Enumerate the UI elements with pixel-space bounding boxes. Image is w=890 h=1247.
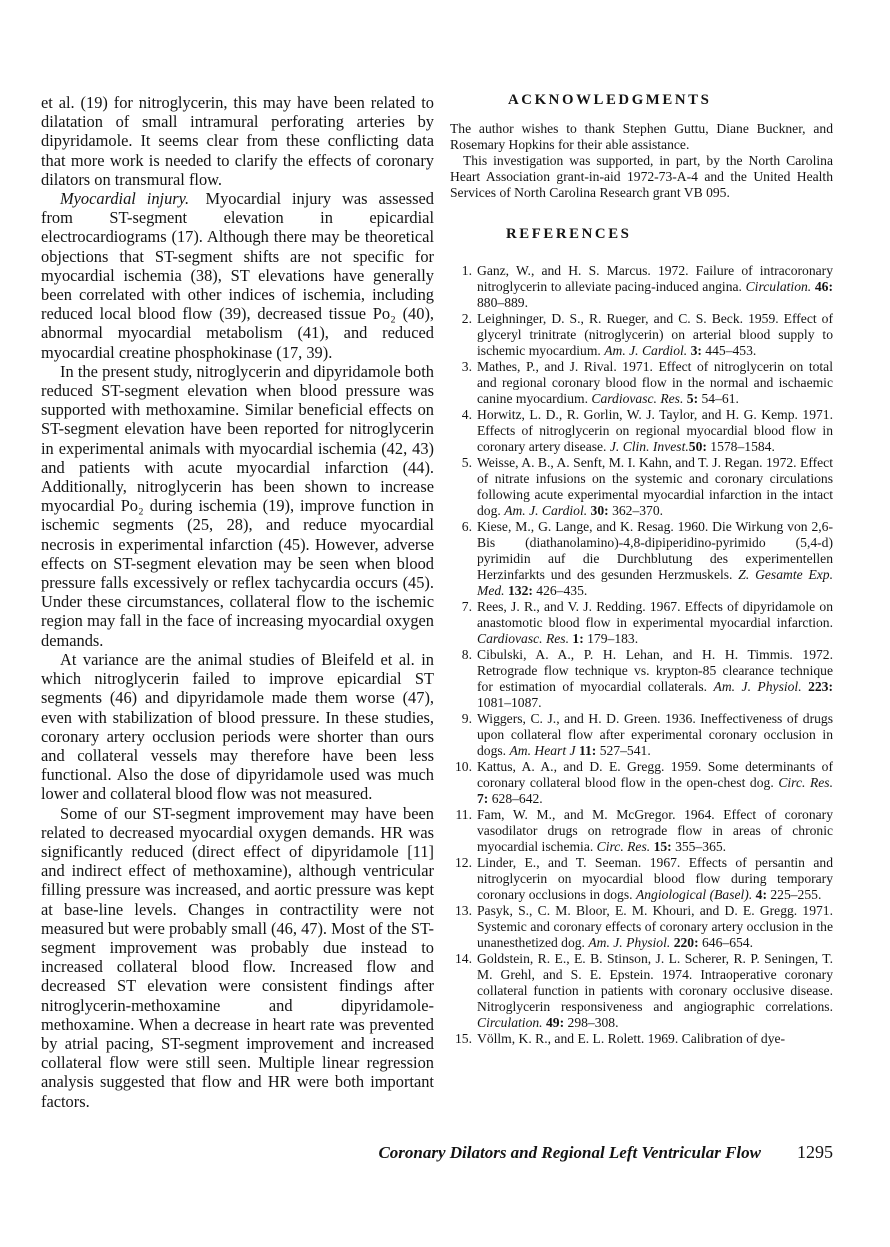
reference-text: [477, 455, 833, 519]
reference-number: 15.: [455, 1030, 472, 1046]
reference-item: [450, 807, 833, 855]
page-number: 1295: [797, 1142, 833, 1162]
text-run: 50:: [688, 438, 707, 454]
text-run: 54–61.: [698, 390, 739, 406]
reference-item: [450, 903, 833, 951]
reference-number: 12.: [455, 854, 472, 870]
text-run: 3:: [690, 342, 702, 358]
text-run: 628–642.: [488, 790, 543, 806]
reference-text: [477, 599, 833, 647]
text-run: Myocardial injury.: [60, 189, 190, 209]
text-run: 426–435.: [532, 582, 588, 598]
text-run: 46:: [814, 278, 833, 294]
reference-item: [450, 951, 833, 1031]
reference-number: 13.: [455, 902, 472, 918]
reference-number: 11.: [455, 806, 472, 822]
text-run: 527–541.: [596, 742, 651, 758]
text-run: Pasyk, S., C. M. Bloor, E. M. Khouri, and D. E. Gregg. 1971. Systemic and coronary effects of coronary artery occlusion in the unanesthetized dog.: [477, 902, 833, 950]
reference-item: [450, 311, 833, 359]
text-run: 1578–1584.: [706, 438, 775, 454]
reference-number: 9.: [461, 710, 472, 726]
text-run: Some of our ST-segment improvement may have been related to decreased myocardial oxygen demands. HR was significantly reduced (direct effect of dipyridamole [11] and indirect effect of methoxamine), although ventricular filling pressure was increased, and aortic pressure was kept at base-line levels. Changes in contractility were not measured but were probably small (46, 47). Most of the ST-segment improvement was probably due instead to increased collateral blood flow. Increased flow and decreased ST elevation were consistent findings after nitroglycerin-methoxamine and dipyridamole-methoxamine. When a decrease in heart rate was prevented by atrial pacing, ST-segment improvement and increased collateral flow were still seen. Multiple linear regression analysis suggested that flow and HR were both important factors.: [41, 803, 434, 1111]
left-text-column: [41, 93, 434, 1111]
text-run: Mathes, P., and J. Rival. 1971. Effect of nitroglycerin on total and regional coronary blood flow in the normal and ischaemic canine myocardium.: [477, 358, 833, 406]
text-run: 355–365.: [671, 838, 727, 854]
reference-item: [450, 1031, 833, 1047]
text-run: 4:: [755, 886, 767, 902]
text-run: 223:: [808, 678, 833, 694]
reference-text: [477, 647, 833, 711]
text-run: Fam, W. M., and M. McGregor. 1964. Effect of coronary vasodilator drugs on retrograde flow in areas of chronic myocardial ischemia.: [477, 806, 833, 854]
paragraph: [450, 153, 833, 201]
reference-number: 4.: [461, 406, 472, 422]
text-run: 179–183.: [583, 630, 639, 646]
reference-text: [477, 951, 833, 1031]
text-run: 298–308.: [564, 1014, 619, 1030]
reference-text: [477, 1031, 833, 1047]
text-run: 7:: [477, 790, 489, 806]
reference-number: 14.: [455, 950, 472, 966]
reference-text: [477, 311, 833, 359]
text-run: Cardiovasc. Res.: [591, 390, 684, 406]
text-run: Völlm, K. R., and E. L. Rolett. 1969. Calibration of dye-: [477, 1030, 786, 1046]
text-run: Kattus, A. A., and D. E. Gregg. 1959. Some determinants of coronary collateral blood flow in the open-chest dog.: [477, 758, 833, 790]
text-run: 15:: [653, 838, 672, 854]
paragraph: [41, 93, 434, 189]
acknowledgments-heading: ACKNOWLEDGMENTS: [508, 92, 712, 108]
paragraph: [41, 804, 434, 1111]
text-run: 225–255.: [766, 886, 822, 902]
text-run: Leighninger, D. S., R. Rueger, and C. S. Beck. 1959. Effect of glyceryl trinitrate (nitroglycerin) on arterial blood supply to ischemic myocardium.: [477, 310, 833, 358]
text-run: At variance are the animal studies of Bleifeld et al. in which nitroglycerin failed to improve epicardial ST segments (46) and dipyridamole made them worse (47), even with stabilization of blood pressure. In these studies, coronary artery occlusion periods were shorter than ours and collateral vessels may therefore have been less functional. Also the dose of dipyridamole used was much lower and collateral blood flow was not measured.: [41, 649, 434, 804]
reference-text: [477, 855, 833, 903]
acknowledgments-text: [450, 121, 833, 201]
text-run: Angiological (Basel).: [635, 886, 753, 902]
text-run: 132:: [507, 582, 533, 598]
text-run: 362–370.: [608, 502, 664, 518]
text-run: Rees, J. R., and V. J. Redding. 1967. Effects of dipyridamole on anastomotic blood flow in experimental myocardial infarction.: [477, 598, 833, 630]
text-run: 49:: [546, 1014, 565, 1030]
text-run: This investigation was supported, in part, by the North Carolina Heart Association grant-in-aid 1972-73-A-4 and the United Health Services of North Carolina Research grant VB 095.: [450, 153, 833, 201]
reference-text: [477, 759, 833, 807]
text-run: Am. J. Cardiol.: [604, 342, 688, 358]
reference-item: [450, 263, 833, 311]
reference-text: [477, 711, 833, 759]
text-run: Myocardial injury was assessed from ST-segment elevation in epicardial electrocardiograms (17). Although there may be theoretical objections that ST-segment shifts are not specific for myocardial ischemia (38), ST elevations have generally been correlated with other indices of ischemia, including reduced local blood flow (39), decreased tissue Po₂ (40), abnormal myocardial metabolism (41), and reduced myocardial creatine phosphokinase (17, 39).: [41, 189, 434, 362]
references-heading: REFERENCES: [506, 226, 632, 243]
reference-text: [477, 519, 833, 599]
text-run: The author wishes to thank Stephen Guttu, Diane Buckner, and Rosemary Hopkins for their able assistance.: [450, 121, 833, 153]
running-title: Coronary Dilators and Regional Left Ventricular Flow: [378, 1143, 761, 1162]
text-run: 5:: [686, 390, 699, 406]
reference-number: 8.: [461, 646, 472, 662]
reference-item: [450, 407, 833, 455]
reference-text: [477, 903, 833, 951]
text-run: Circ. Res.: [596, 838, 651, 854]
paragraph: [41, 362, 434, 650]
reference-item: [450, 855, 833, 903]
reference-number: 2.: [461, 310, 472, 326]
text-run: J. Clin. Invest.: [609, 438, 689, 454]
text-run: Horwitz, L. D., R. Gorlin, W. J. Taylor, and H. G. Kemp. 1971. Effects of nitroglycerin on regional myocardial blood flow in coronary artery disease.: [477, 406, 833, 454]
text-run: 646–654.: [698, 934, 753, 950]
reference-item: [450, 711, 833, 759]
text-run: Am. J. Physiol.: [588, 934, 671, 950]
text-run: Am. J. Cardiol.: [504, 502, 588, 518]
text-run: Am. Heart J: [509, 742, 576, 758]
text-run: Z. Gesamte Exp. Med.: [477, 566, 833, 598]
paragraph: [450, 121, 833, 153]
text-run: Circ. Res.: [778, 774, 833, 790]
text-run: 1081–1087.: [477, 694, 542, 710]
reference-item: [450, 455, 833, 519]
text-run: 445–453.: [701, 342, 757, 358]
page-footer: [378, 1142, 833, 1163]
text-run: 220:: [673, 934, 699, 950]
text-run: Goldstein, R. E., E. B. Stinson, J. L. Scherer, R. P. Seningen, T. M. Grehl, and S. E. Epstein. 1974. Intraoperative coronary collateral function in patients with coronary occlusive disease. Nitroglycerin responsiveness and angiographic correlations.: [477, 950, 833, 1014]
text-run: 1:: [572, 630, 584, 646]
text-run: Kiese, M., G. Lange, and K. Resag. 1960. Die Wirkung von 2,6-Bis (diathanolamino)-4,8-dipiperidino-pyrimido (5,4-d) pyrimidin auf die Durchblutung des experimentellen Herzinfarkts und des gesunden Herzmuskels.: [477, 518, 833, 582]
text-run: Circulation.: [745, 278, 812, 294]
text-run: Cardiovasc. Res.: [477, 630, 569, 646]
reference-list: [450, 263, 833, 1047]
text-run: Linder, E., and T. Seeman. 1967. Effects of persantin and nitroglycerin on myocardial blood flow during temporary coronary occlusions in dogs.: [477, 854, 833, 902]
reference-number: 7.: [461, 598, 472, 614]
text-run: Am. J. Physiol.: [713, 678, 802, 694]
text-run: Ganz, W., and H. S. Marcus. 1972. Failure of intracoronary nitroglycerin to alleviate pacing-induced angina.: [477, 262, 833, 294]
reference-number: 1.: [461, 262, 472, 278]
reference-item: [450, 359, 833, 407]
text-run: et al. (19) for nitroglycerin, this may have been related to dilatation of small intramural perforating arteries by dipyridamole. It seems clear from these conflicting data that more work is needed to clarify the effects of coronary dilators on transmural flow.: [41, 93, 434, 189]
reference-item: [450, 599, 833, 647]
reference-text: [477, 407, 833, 455]
reference-item: [450, 519, 833, 599]
text-run: 11:: [578, 742, 597, 758]
text-run: In the present study, nitroglycerin and dipyridamole both reduced ST-segment elevation when blood pressure was supported with methoxamine. Similar beneficial effects on ST-segment elevation have been reported for nitroglycerin in experimental animals with myocardial ischemia (42, 43) and patients with acute myocardial infarction (44). Additionally, nitroglycerin has been shown to increase myocardial Po₂ during ischemia (19), improve function in ischemic segments (25, 28), and reduce myocardial necrosis in experimental infarction (45). However, adverse effects on ST-segment elevation may be seen when blood pressure falls excessively or reflex tachycardia occurs (45). Under these circumstances, collateral flow to the ischemic region may fall in the face of increasing myocardial oxygen demands.: [41, 361, 434, 650]
text-run: Wiggers, C. J., and H. D. Green. 1936. Ineffectiveness of drugs upon collateral flow after experimental coronary occlusion in dogs.: [477, 710, 833, 758]
text-run: Cibulski, A. A., P. H. Lehan, and H. H. Timmis. 1972. Retrograde flow technique vs. krypton-85 clearance technique for estimation of myocardial collaterals.: [477, 646, 833, 694]
reference-number: 6.: [461, 518, 472, 534]
text-run: Weisse, A. B., A. Senft, M. I. Kahn, and T. J. Regan. 1972. Effect of nitrate infusions on the systemic and coronary circulations following acute experimental myocardial infarction in the intact dog.: [477, 454, 833, 518]
right-text-column: [450, 92, 833, 1047]
text-run: 30:: [590, 502, 609, 518]
reference-text: [477, 359, 833, 407]
reference-text: [477, 263, 833, 311]
paragraph: [41, 189, 434, 362]
reference-number: 5.: [461, 454, 472, 470]
reference-number: 3.: [461, 358, 472, 374]
reference-item: [450, 759, 833, 807]
paragraph: [41, 650, 434, 804]
text-run: Circulation.: [477, 1014, 543, 1030]
reference-text: [477, 807, 833, 855]
text-run: 880–889.: [477, 294, 528, 310]
reference-item: [450, 647, 833, 711]
reference-number: 10.: [455, 758, 472, 774]
